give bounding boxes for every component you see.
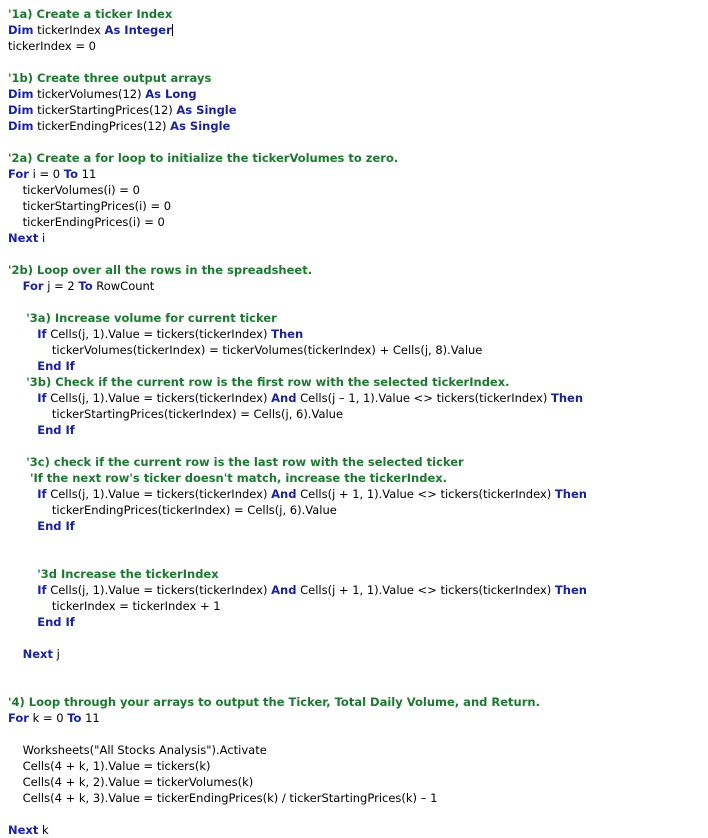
code-line[interactable] — [0, 278, 708, 294]
code-token-plain: Cells(j + 1, 1).Value <> tickers(tickerIndex) — [296, 583, 555, 597]
code-token-keyword: Then — [554, 487, 587, 501]
code-line[interactable] — [0, 182, 708, 198]
code-line[interactable] — [0, 582, 708, 598]
code-token-plain: k — [38, 823, 49, 837]
code-token-plain: k = 0 — [28, 711, 68, 725]
code-token-plain: Cells(j, 1).Value = tickers(tickerIndex) — [46, 327, 272, 341]
code-line-list — [0, 6, 708, 838]
code-token-keyword: End If — [37, 615, 75, 629]
code-token-keyword: As Long — [145, 87, 197, 101]
code-token-plain: Worksheets("All Stocks Analysis").Activate — [8, 743, 267, 757]
code-token-plain: Cells(j + 1, 1).Value <> tickers(tickerIndex) — [296, 487, 555, 501]
code-token-comment: '2b) Loop over all the rows in the spreadsheet. — [8, 263, 313, 277]
code-line[interactable] — [0, 214, 708, 230]
code-token-keyword: For — [8, 711, 29, 725]
code-token-plain: Cells(4 + k, 3).Value = tickerEndingPrices(k) / tickerStartingPrices(k) – 1 — [8, 791, 438, 805]
code-token-keyword: Dim — [8, 23, 34, 37]
code-token-plain: Cells(j – 1, 1).Value <> tickers(tickerIndex) — [296, 391, 552, 405]
code-token-keyword: End If — [37, 519, 75, 533]
code-token-plain: RowCount — [92, 279, 155, 293]
code-token-plain — [8, 423, 37, 437]
code-token-keyword: To — [78, 279, 93, 293]
text-caret — [172, 24, 173, 36]
code-token-plain — [8, 487, 37, 501]
code-line[interactable] — [0, 54, 708, 70]
code-token-keyword: If — [37, 487, 47, 501]
code-token-keyword: Next — [8, 231, 39, 245]
code-token-plain — [8, 279, 23, 293]
code-line[interactable] — [0, 758, 708, 774]
code-line[interactable] — [0, 310, 708, 326]
code-token-keyword: For — [8, 167, 29, 181]
code-line[interactable] — [0, 342, 708, 358]
code-token-keyword: Then — [551, 391, 584, 405]
code-token-keyword: If — [37, 583, 47, 597]
code-token-keyword: Next — [8, 823, 39, 837]
code-line[interactable] — [0, 550, 708, 566]
code-line[interactable] — [0, 262, 708, 278]
code-token-plain: j = 2 — [43, 279, 79, 293]
code-token-plain — [8, 375, 26, 389]
code-token-keyword: For — [22, 279, 44, 293]
code-token-plain — [8, 647, 23, 661]
code-token-plain — [8, 391, 37, 405]
code-token-keyword: And — [271, 391, 297, 405]
code-line[interactable] — [0, 166, 708, 182]
code-token-plain — [8, 455, 26, 469]
code-token-keyword: Then — [271, 327, 304, 341]
code-token-comment: '3c) check if the current row is the last row with the selected ticker — [26, 455, 464, 469]
code-token-keyword: End If — [37, 359, 75, 373]
code-token-comment: '2a) Create a for loop to initialize the tickerVolumes to zero. — [8, 151, 399, 165]
code-token-keyword: And — [271, 487, 297, 501]
code-line[interactable] — [0, 646, 708, 662]
code-line[interactable] — [0, 118, 708, 134]
code-line[interactable] — [0, 198, 708, 214]
code-line[interactable] — [0, 598, 708, 614]
code-token-comment: '3b) Check if the current row is the first row with the selected tickerIndex. — [26, 375, 510, 389]
code-token-plain — [8, 471, 30, 485]
code-token-plain: Cells(4 + k, 2).Value = tickerVolumes(k) — [8, 775, 254, 789]
code-token-comment: '1a) Create a ticker Index — [8, 7, 173, 21]
code-token-plain: tickerStartingPrices(12) — [33, 103, 177, 117]
code-token-plain: 11 — [77, 167, 97, 181]
code-token-comment: '3d Increase the tickerIndex — [37, 567, 219, 581]
code-line[interactable] — [0, 790, 708, 806]
code-token-plain: Cells(j, 1).Value = tickers(tickerIndex) — [46, 583, 272, 597]
code-line[interactable] — [0, 6, 708, 22]
code-line[interactable] — [0, 822, 708, 838]
code-line[interactable] — [0, 294, 708, 310]
code-token-comment: 'If the next row's ticker doesn't match, increase the tickerIndex. — [29, 471, 448, 485]
code-line[interactable] — [0, 358, 708, 374]
code-token-keyword: If — [37, 391, 47, 405]
code-token-plain: Cells(j, 1).Value = tickers(tickerIndex) — [46, 487, 272, 501]
code-line[interactable] — [0, 470, 708, 486]
code-line[interactable] — [0, 102, 708, 118]
code-token-keyword: Next — [22, 647, 53, 661]
code-token-keyword: Dim — [8, 87, 34, 101]
code-line[interactable] — [0, 454, 708, 470]
code-token-plain — [8, 615, 37, 629]
code-line[interactable] — [0, 662, 708, 678]
code-token-keyword: End If — [37, 423, 75, 437]
code-token-plain — [8, 359, 37, 373]
code-line[interactable] — [0, 742, 708, 758]
code-token-plain: tickerIndex = 0 — [8, 39, 97, 53]
code-line[interactable] — [0, 86, 708, 102]
code-line[interactable] — [0, 534, 708, 550]
code-token-keyword: To — [67, 711, 82, 725]
code-token-plain — [8, 583, 37, 597]
code-token-keyword: Dim — [8, 103, 34, 117]
code-token-keyword: If — [37, 327, 47, 341]
code-token-plain — [8, 519, 37, 533]
code-line[interactable] — [0, 390, 708, 406]
code-token-plain — [8, 327, 37, 341]
code-token-plain: Cells(j, 1).Value = tickers(tickerIndex) — [46, 391, 272, 405]
code-token-keyword: To — [63, 167, 78, 181]
code-line[interactable] — [0, 246, 708, 262]
code-token-keyword: As Single — [170, 119, 231, 133]
code-line[interactable] — [0, 518, 708, 534]
code-line[interactable] — [0, 150, 708, 166]
code-token-plain: tickerStartingPrices(i) = 0 — [8, 199, 172, 213]
code-token-plain — [8, 567, 37, 581]
code-token-plain: tickerVolumes(i) = 0 — [8, 183, 140, 197]
code-line[interactable] — [0, 806, 708, 822]
code-line[interactable] — [0, 630, 708, 646]
code-token-plain — [8, 311, 26, 325]
code-token-keyword: And — [271, 583, 297, 597]
code-token-plain: tickerEndingPrices(tickerIndex) = Cells(j, 6).Value — [8, 503, 337, 517]
code-line[interactable] — [0, 406, 708, 422]
code-line[interactable] — [0, 38, 708, 54]
code-token-keyword: Dim — [8, 119, 34, 133]
code-line[interactable] — [0, 438, 708, 454]
code-token-keyword: As Integer — [104, 23, 172, 37]
code-token-plain: 11 — [81, 711, 100, 725]
code-line[interactable] — [0, 70, 708, 86]
code-line[interactable] — [0, 726, 708, 742]
code-line[interactable] — [0, 502, 708, 518]
code-token-plain: i — [38, 231, 46, 245]
code-token-plain: tickerIndex — [33, 23, 105, 37]
code-line[interactable] — [0, 678, 708, 694]
code-token-plain: tickerIndex = tickerIndex + 1 — [8, 599, 221, 613]
code-line[interactable] — [0, 230, 708, 246]
code-line[interactable] — [0, 566, 708, 582]
code-line[interactable] — [0, 614, 708, 630]
code-token-plain: tickerVolumes(12) — [33, 87, 146, 101]
code-token-comment: '4) Loop through your arrays to output the Ticker, Total Daily Volume, and Return. — [8, 695, 540, 709]
code-token-plain: Cells(4 + k, 1).Value = tickers(k) — [8, 759, 211, 773]
code-token-plain: tickerVolumes(tickerIndex) = tickerVolumes(tickerIndex) + Cells(j, 8).Value — [8, 343, 483, 357]
code-line[interactable] — [0, 326, 708, 342]
code-token-plain: i = 0 — [28, 167, 64, 181]
code-line[interactable] — [0, 774, 708, 790]
code-token-plain: tickerEndingPrices(12) — [33, 119, 171, 133]
code-token-plain: j — [52, 647, 60, 661]
code-line[interactable] — [0, 422, 708, 438]
code-line[interactable] — [0, 694, 708, 710]
code-token-plain: tickerEndingPrices(i) = 0 — [8, 215, 165, 229]
code-token-comment: '3a) Increase volume for current ticker — [26, 311, 277, 325]
code-line[interactable] — [0, 486, 708, 502]
code-token-keyword: Then — [554, 583, 587, 597]
code-line[interactable] — [0, 374, 708, 390]
code-line[interactable] — [0, 134, 708, 150]
code-token-comment: '1b) Create three output arrays — [8, 71, 212, 85]
code-line[interactable] — [0, 710, 708, 726]
code-line[interactable] — [0, 22, 708, 38]
code-token-keyword: As Single — [176, 103, 237, 117]
code-token-plain: tickerStartingPrices(tickerIndex) = Cells(j, 6).Value — [8, 407, 344, 421]
